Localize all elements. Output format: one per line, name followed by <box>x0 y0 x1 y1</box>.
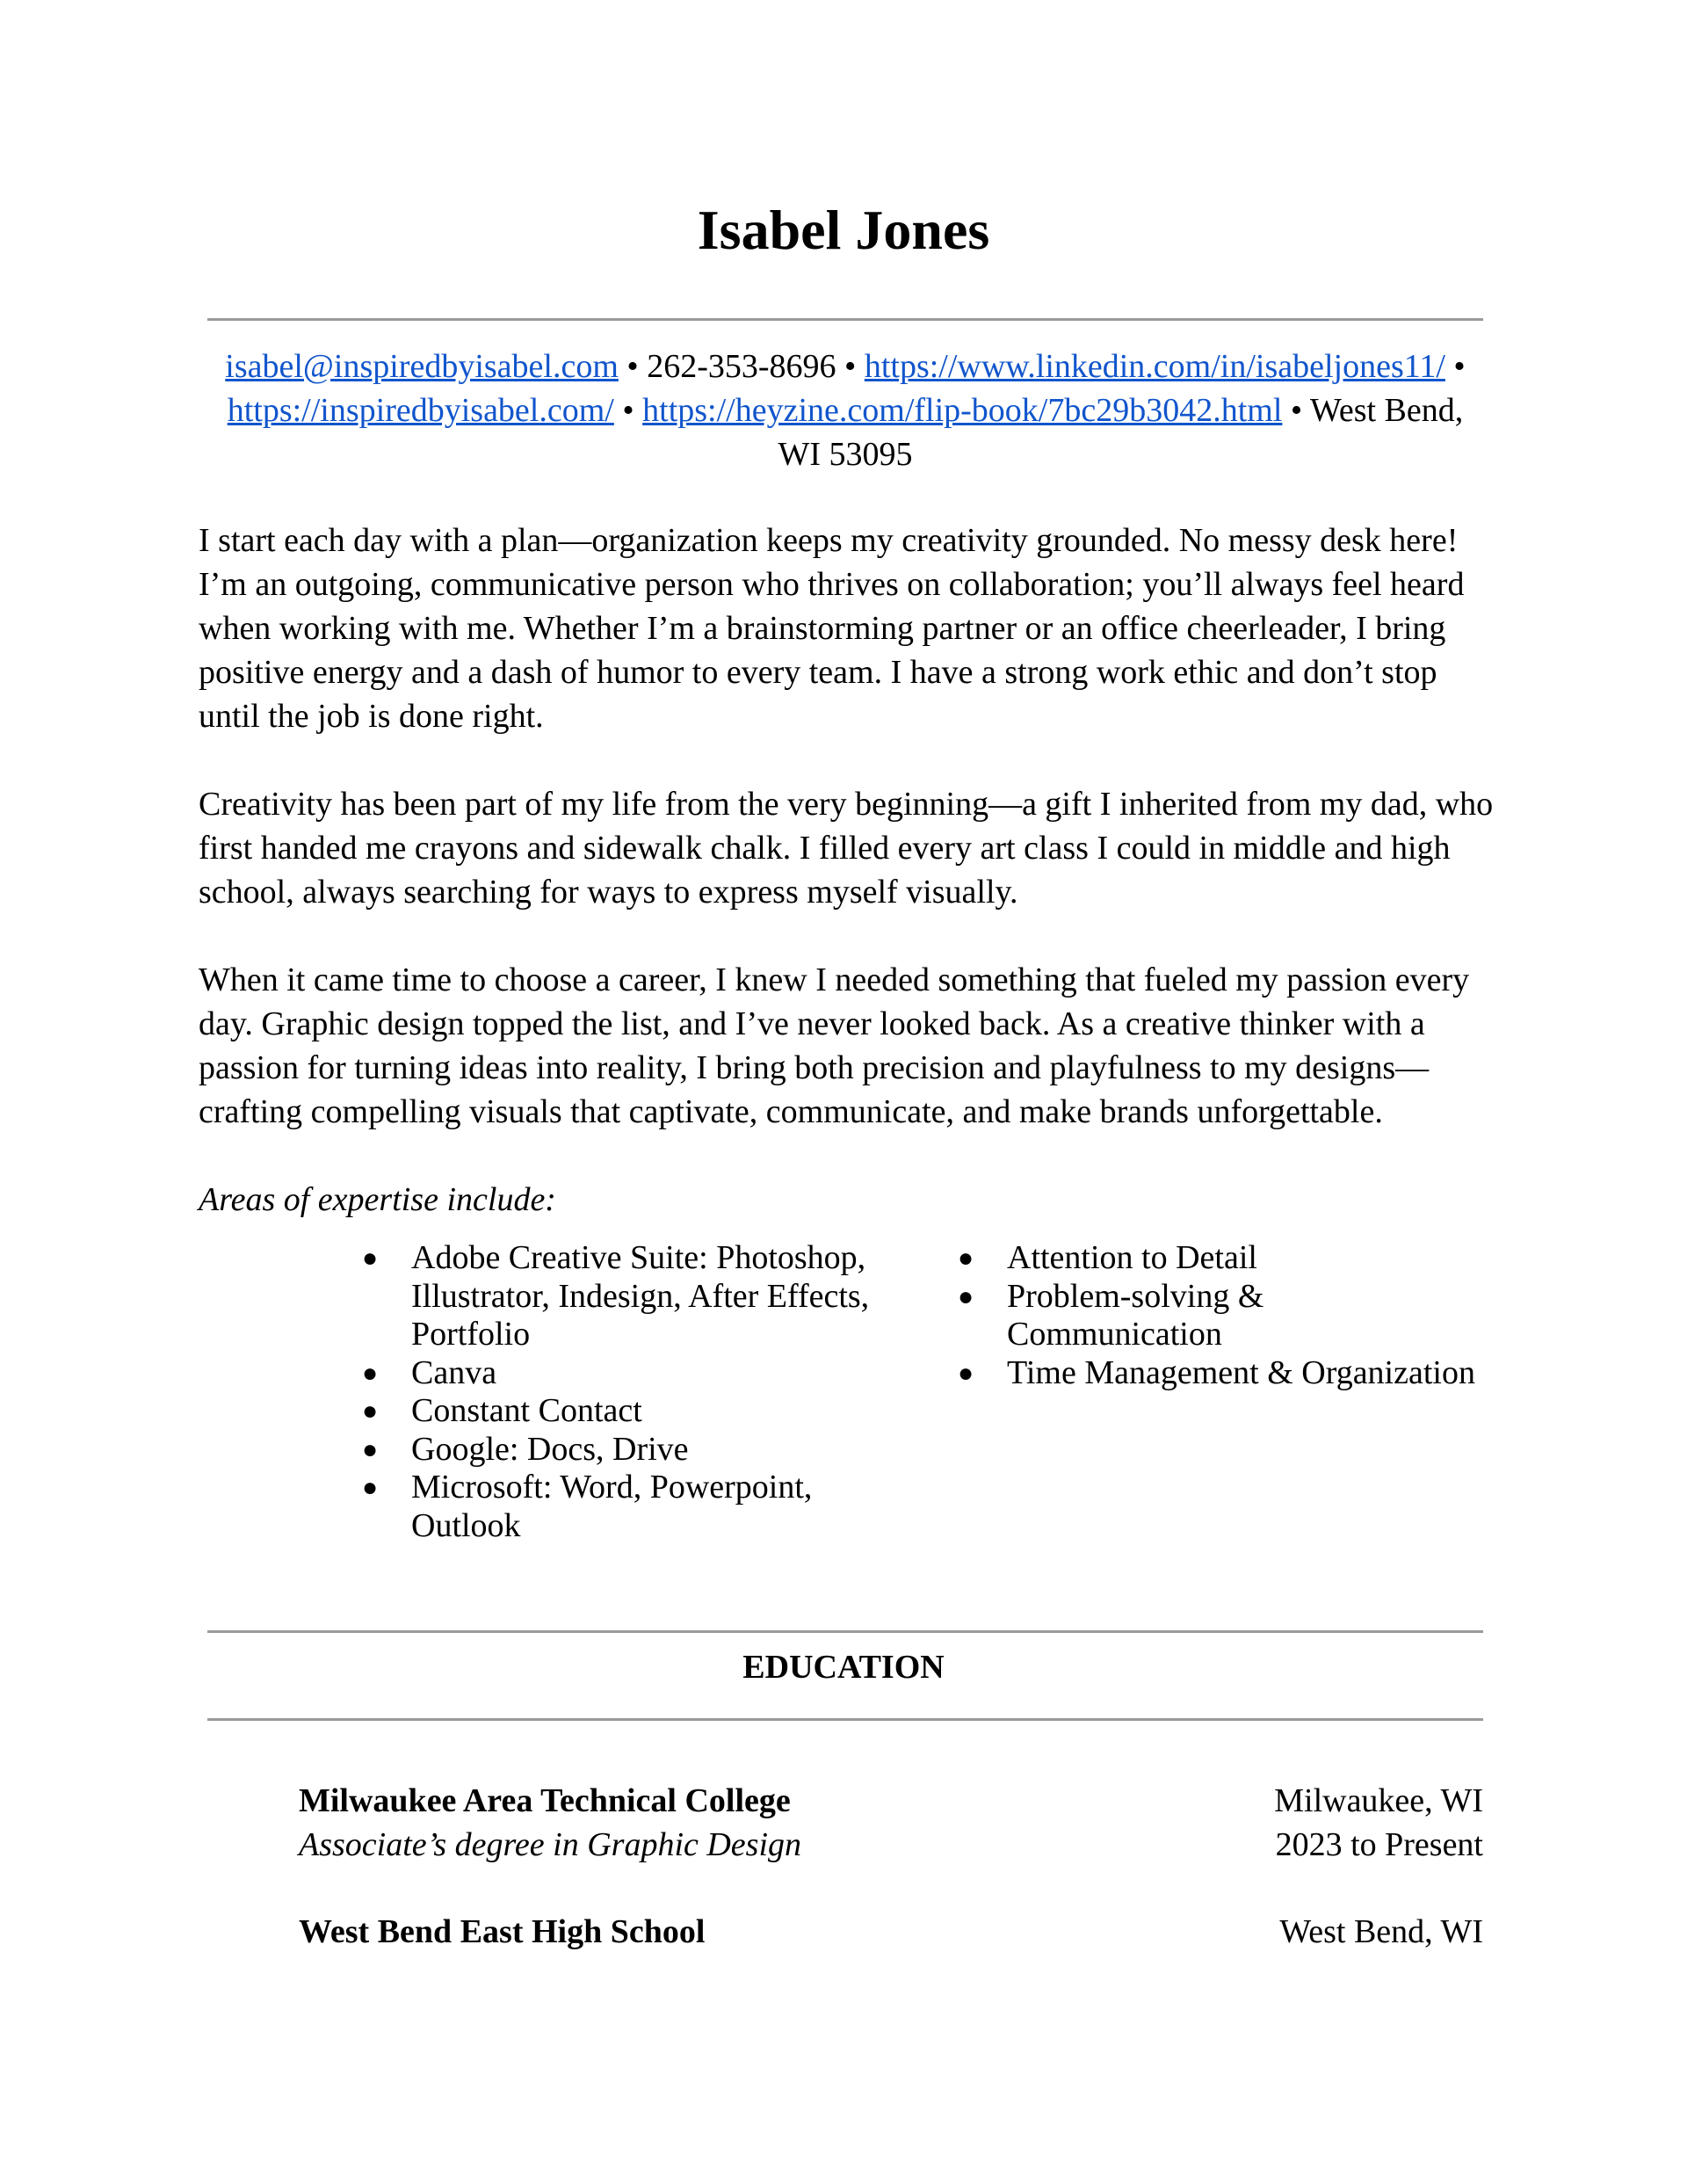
summary-paragraph-1: I start each day with a plan—organization keeps my creativity grounded. No messy desk here! I’m an outgoing, communicative person who thrives on collaboration; you’ll always feel heard when working with me. Whether I’m a brainstorming partner or an office cheerleader, I bring positive energy and a dash of humor to every team. I have a strong work ethic and don’t stop until the job is done right. <box>199 522 1465 735</box>
education-heading: EDUCATION <box>742 1649 945 1686</box>
school-location: West Bend, WI <box>1279 1913 1483 1950</box>
resume-name: Isabel Jones <box>697 199 990 261</box>
skill-item: ● Adobe Creative Suite: Photoshop, Illustrator, Indesign, After Effects, Portfolio <box>362 1239 898 1354</box>
separator: • <box>1453 348 1466 385</box>
separator: • <box>1290 392 1311 429</box>
areas-of-expertise-label: Areas of expertise include: <box>199 1181 556 1218</box>
school-name: West Bend East High School <box>299 1913 706 1950</box>
linkedin-link[interactable]: https://www.linkedin.com/in/isabeljones11/ <box>864 348 1445 385</box>
separator: • <box>622 392 643 429</box>
summary-paragraph-3: When it came time to choose a career, I knew I needed something that fueled my passion every day. Graphic design topped the list, and I’ve never looked back. As a creative thinker with a passion for turning ideas into reality, I bring both precision and playfulness to my designs—crafting compelling visuals that captivate, communicate, and make brands unforgettable. <box>199 961 1470 1130</box>
separator: • <box>626 348 648 385</box>
skills-list-left <box>362 1239 898 1545</box>
school-dates: 2023 to Present <box>1275 1826 1483 1863</box>
email-link[interactable]: isabel@inspiredbyisabel.com <box>225 348 619 385</box>
skill-item: ● Google: Docs, Drive <box>362 1431 898 1469</box>
skill-item: ● Constant Contact <box>362 1392 898 1431</box>
summary-paragraph-2: Creativity has been part of my life from the very beginning—a gift I inherited from my dad, who first handed me crayons and sidewalk chalk. I filled every art class I could in middle and high school, always searching for ways to express myself visually. <box>199 786 1494 911</box>
skill-item: ● Canva <box>362 1354 898 1393</box>
skill-item: ● Attention to Detail <box>958 1239 1502 1278</box>
contact-info <box>207 345 1483 476</box>
school-name: Milwaukee Area Technical College <box>299 1782 791 1819</box>
skill-item: ● Microsoft: Word, Powerpoint, Outlook <box>362 1469 898 1545</box>
skill-item: ● Time Management & Organization <box>958 1354 1502 1393</box>
header-divider <box>207 318 1483 321</box>
education-bottom-divider <box>207 1718 1483 1721</box>
location: West Bend, WI 53095 <box>778 392 1464 473</box>
separator: • <box>844 348 865 385</box>
skill-item: ● Problem-solving & Communication <box>958 1278 1323 1354</box>
degree: Associate’s degree in Graphic Design <box>299 1826 802 1863</box>
school-location: Milwaukee, WI <box>1274 1782 1483 1819</box>
website-link[interactable]: https://inspiredbyisabel.com/ <box>227 392 614 429</box>
education-top-divider <box>207 1630 1483 1633</box>
phone-number: 262-353-8696 <box>647 348 836 385</box>
skills-list-right <box>958 1239 1502 1392</box>
flipbook-link[interactable]: https://heyzine.com/flip-book/7bc29b3042.html <box>642 392 1283 429</box>
